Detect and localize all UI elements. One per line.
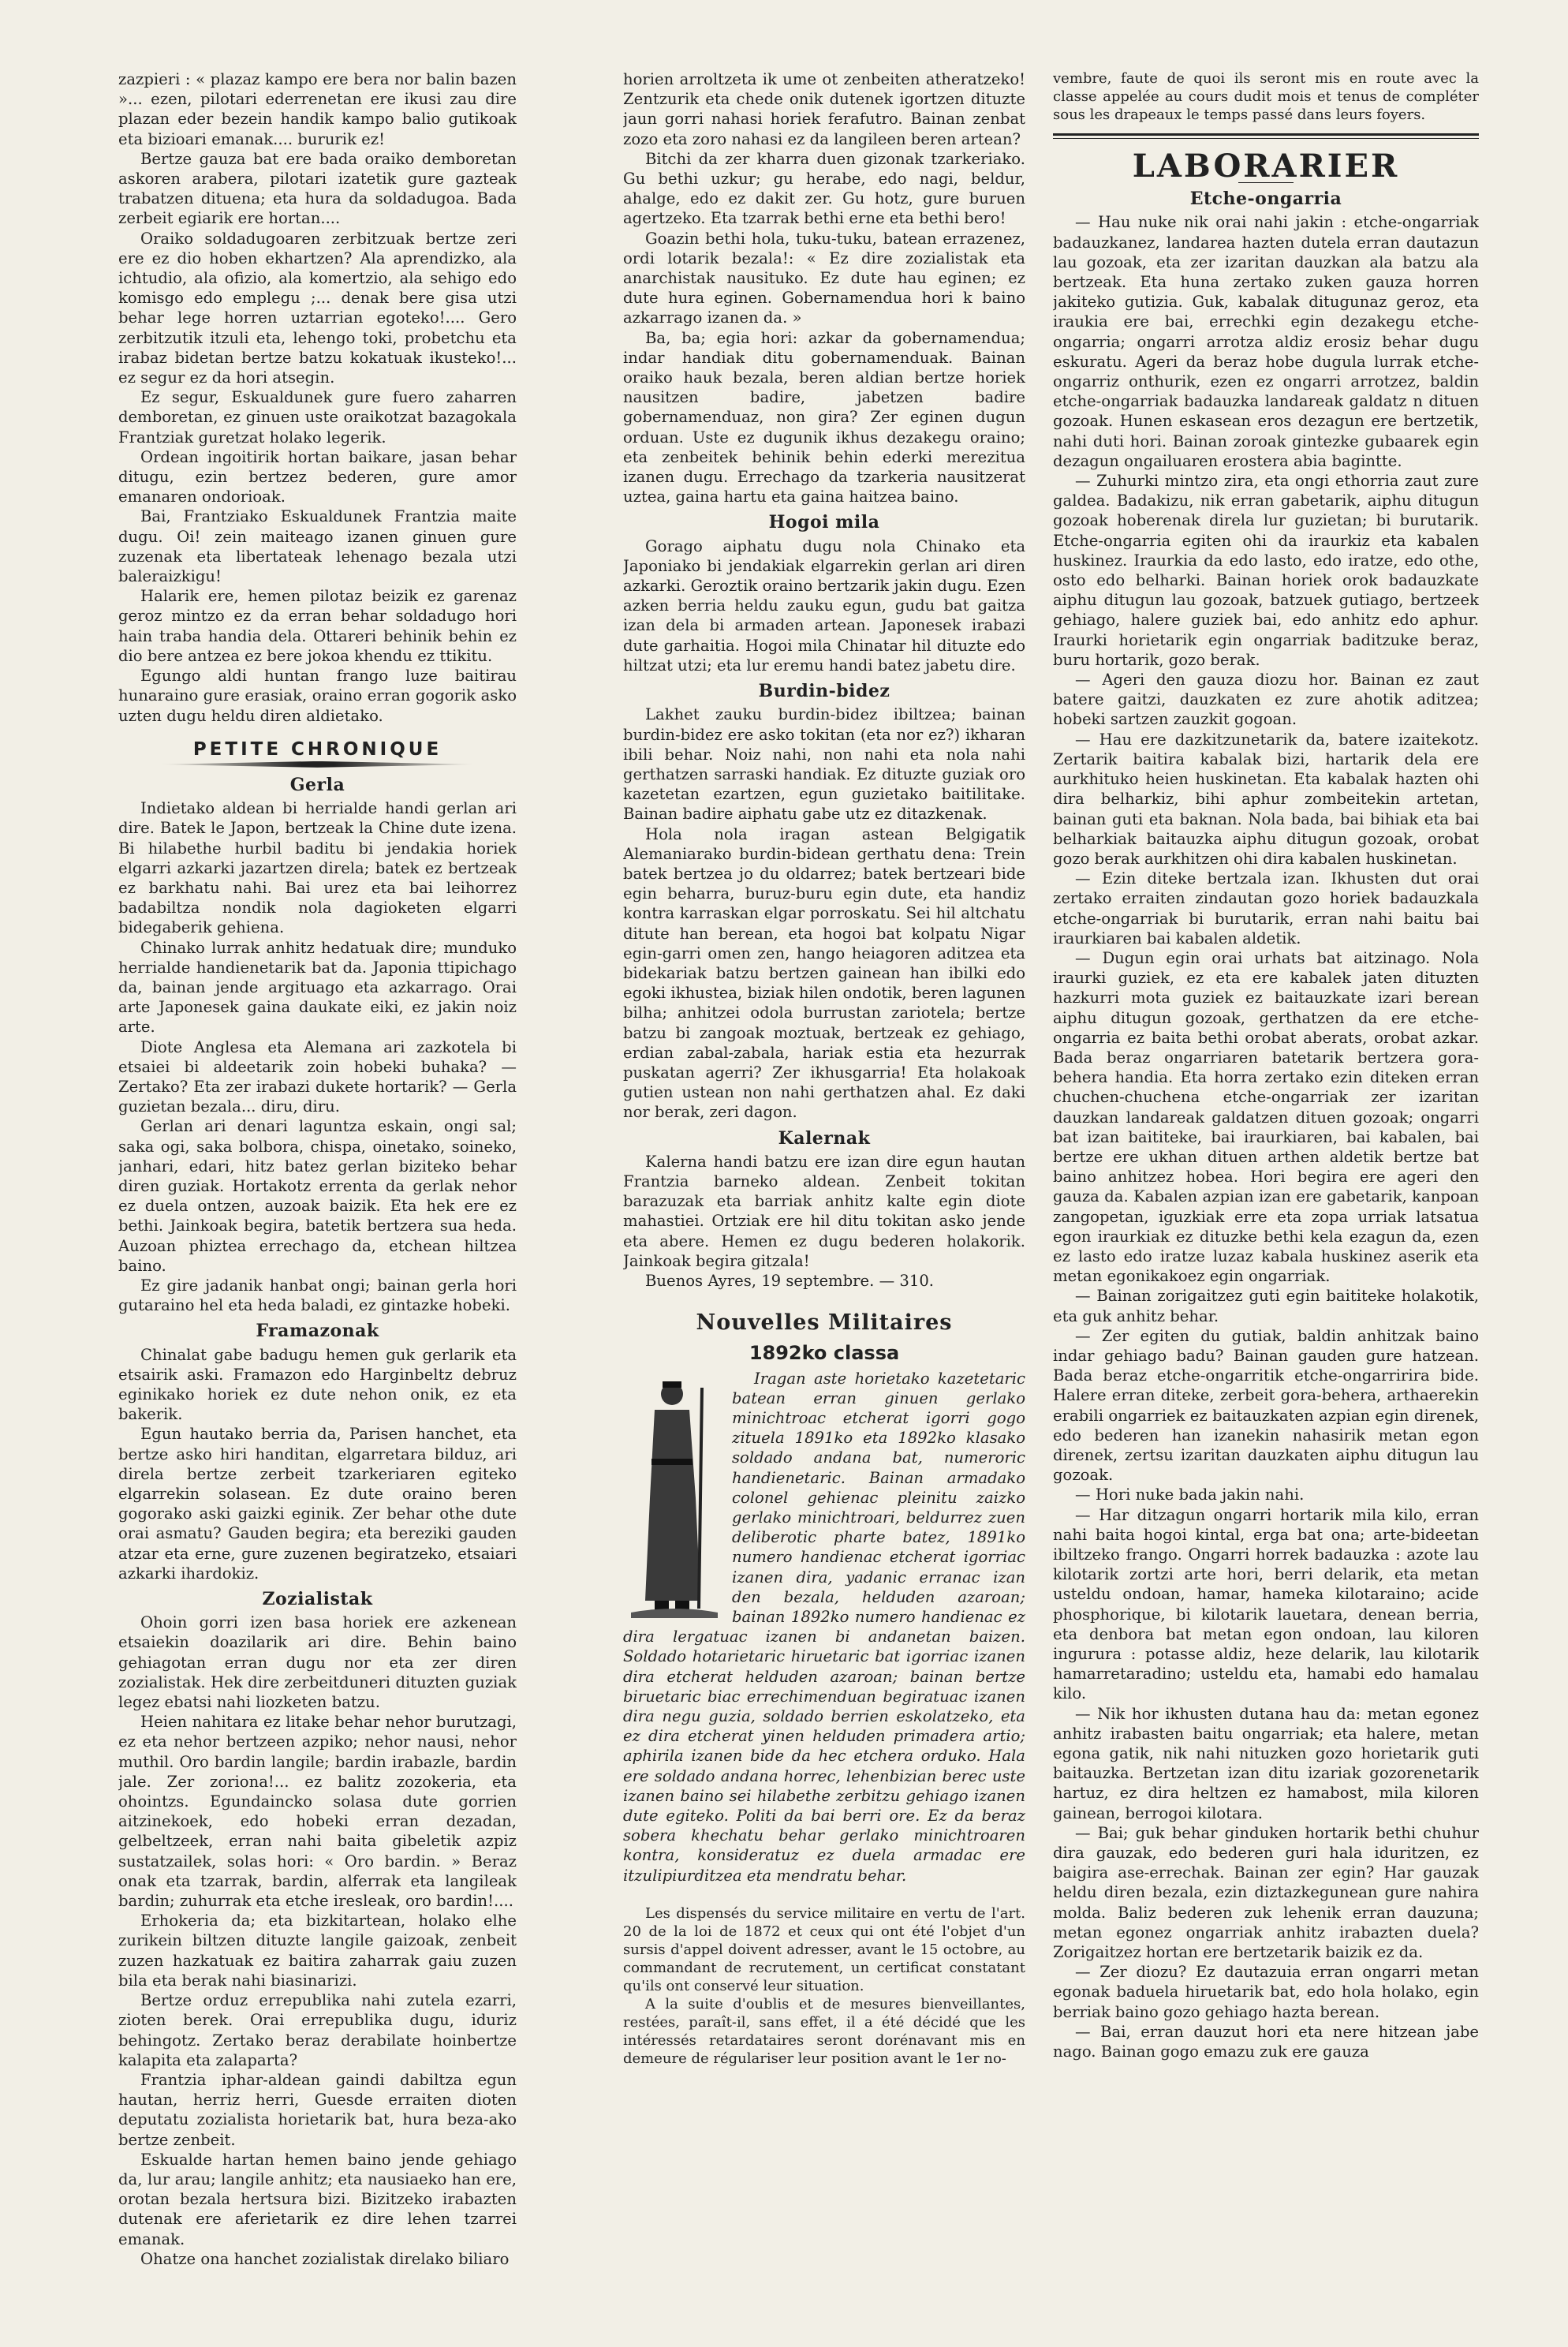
paragraph: — Zuhurki mintzo zira, eta ongi ethorria zaut zure galdea. Badakizu, nik erran gabetarik, aiphu ditugun gozoak hoberenak direla lur guzietan; bi burutarik. Etche-ongarria egiten ohi da iraurkiz eta kabalen huskinez. Iraurkia da edo lasto, edo iratze, edo othe, osto edo belharki. Bainan horiek orok badauzkate aiphu ditugun lau gozoak, batzuek gutiago, bertzeek gehiago, halere guziek bai, edo anhitz edo aphur. Iraurki horietarik egin ongarriak baditzuke beraz, buru hortarik, gozo berak.	[1053, 472, 1479, 669]
section-title-hogoi-mila: Hogoi mila	[768, 512, 880, 533]
paragraph: — Hau ere dazkitzunetarik da, batere izaitekotz. Zertarik baitira kabalak bizi, hartarik dela ere aurkhituko heien huskinetan. Eta kabalak hazten ohi dira belharkiz, bihi aphur zombeitekin artetan, bainan guti eta baknan. Nola bada, bai bihiak eta bai belharkiak baitauzka aiphu ditugun gozoak, orobat gozo berak aurkhitzen ohi dira kabalen huskinetan.	[1053, 730, 1479, 868]
paragraph: Halarik ere, hemen pilotaz beizik ez garenaz geroz mintzo ez da erran behar soldadugo hori hain traba handia dela. Ottareri behinik behin ez dio bere antzea ez bere jokoa khendu ez ttikitu.	[118, 587, 517, 665]
paragraph: Bertze orduz errepublika nahi zutela ezarri, zioten berek. Orai errepublika dugu, iduriz behingotz. Zertako beraz derabilate hoinbertze kalapita eta zalaparta?	[118, 1991, 517, 2069]
paragraph: Ohoin gorri izen basa horiek ere azkenean etsaiekin doazilarik ari dire. Behin baino gehiagotan erran dugu nor eta zer diren zozialistak. Hek dire zerbeitduneri dituzten guziak legez ebatsi nahi liozketen batzu.	[118, 1613, 517, 1712]
paragraph: Gorago aiphatu dugu nola Chinako eta Japoniako bi jendakiak elgarrekin gerlan ari diren azkarki. Geroztik oraino bertzarik jakin dugu. Ezen azken berria heldu zauku egun, gudu bat gaitza izan dela bi armaden artean. Japonesek irabazi dute garhaitia. Hogoi mila Chinatar hil dituzte edo hiltzat utzi; eta lur eremu handi batez jabetu dire.	[623, 536, 1025, 675]
column-2	[623, 69, 1025, 2310]
soldier-icon	[623, 1372, 726, 1624]
paragraph: Heien nahitara ez litake behar nehor burutzagi, ez eta nehor bertzeen azpiko; nehor nausi, nehor muthil. Oro bardin langile; bardin irabazle, bardin jale. Zer zoriona!... ez balitz zozokeria, eta ohointzs. Egundaincko solasa dute gorrien aitzinekoek, edo hobeki erran dezadan, gelbeltzeek, erran nahi baita gibeletik azpiz sustatzailek, solas hori: « Oro bardin. » Beraz onak eta tzarrak, bardin, alferrak eta langileak bardin; zuhurrak eta etche iresleak, oro bardin!....	[118, 1713, 517, 1911]
paragraph: — Bai, erran dauzut hori eta nere hitzean jabe nago. Bainan gogo emazu zuk ere gauza	[1053, 2022, 1479, 2061]
paragraph: Bai, Frantziako Eskualdunek Frantzia maite dugu. Oi! zein maiteago izanen ginuen gure zuzenak eta libertateak lehenago bezala utzi baleraizkigu!	[118, 507, 517, 586]
paragraph: — Nik hor ikhusten dutana hau da: metan egonez anhitz irabasten baitu ongarriak; eta halere, metan egona gatik, nik nahi nituzken gozo horietarik guti baitauzka. Bertzetan izan ditu izariak gozorenetarik hartuz, ez dira heltzen ez hamabost, mila kiloren gainean, berrogoi kilotara.	[1053, 1704, 1479, 1822]
paragraph: Iragan aste horietako kazetetaric batean erran ginuen gerlako minichtroac etcherat igorri gogo zituela 1891ko eta 1892ko klasako soldado andana bat, numeroric handienetaric. Bainan armadako colonel gehienac pleinitu zaizko gerlako minichtroari, beldurrez zuen deliberotic pharte batez, 1891ko numero handienac etcherat igorriac izanen dira, yadanic erranac izan den bezala, helduden azaroan; bainan 1892ko numero handienac ez dira lergatuac izanen bi andanetan baizen. Soldado hotarietaric hiruetaric bat igorriac izanen dira etcherat helduden azaroan; bainan bertze biruetaric biac errechimenduan begiratuac izanen dira negu guzia, soldado berrien eskolatzeko, eta ez dira etcherat yinen helduden primadera artio; aphirila izanen bide da hec etchera orduko. Hala ere soldado andana horrec, lehenbizian berec uste izanen baino sei hilabethe zerbitzu gehiago izanen dute egiteko. Politi da bai berri ore. Ez da beraz sobera khechatu behar gerlako minichtroaren kontra, konsideratuz ez duela armadac ere itzulipiurditzea eta mendratu behar.	[623, 1369, 1025, 1885]
paragraph: Chinalat gabe badugu hemen guk gerlarik eta etsairik aski. Framazon edo Harginbeltz debruz eginikako horiek ez dute nehon onik, ez eta bakerik.	[118, 1345, 517, 1424]
paragraph: — Zer diozu? Ez dautazuia erran ongarri metan egonak baduela hiruetarik bat, edo hola holako, egin berriak baino gozo gehiago hazta berean.	[1053, 1963, 1479, 2021]
paragraph: Eskualde hartan hemen baino jende gehiago da, lur arau; langile anhitz; eta nausiaeko han ere, orotan bezala hertsura bizi. Bizitzeko irabazten dutenak ere aferietarik ez dire lehen tzarrei emanak.	[118, 2150, 517, 2248]
paragraph: Erhokeria da; eta bizkitartean, holako elhe zurikein biltzen dituzte langile gaizoak, zenbeit zuzen hazkatuak ez baitira zaharrak gaiu zuzen bila eta berak nahi biasinarizi.	[118, 1912, 517, 1990]
paragraph: Ohatze ona hanchet zozialistak direlako biliaro	[140, 2249, 510, 2268]
paragraph: Ez gire jadanik hanbat ongi; bainan gerla hori gutaraino hel eta heda baladi, ez gintazke hobeki.	[118, 1276, 517, 1315]
paragraph: Bertze gauza bat ere bada oraiko demboretan askoren arabera, pilotari izatetik gure gazteak trabatzen dituena; eta hura da soldadugoa. Bada zerbeit egiarik ere hortan....	[118, 149, 517, 228]
paragraph: vembre, faute de quoi ils seront mis en route avec la classe appelée au cours dudit mois et tenus de compléter sous les drapeaux le temps passé dans leurs foyers.	[1053, 70, 1479, 123]
paragraph: Ba, ba; egia hori: azkar da gobernamendua; indar handiak ditu gobernamenduak. Bainan oraiko hauk bezala, beren aldian bertze horiek nausitzen badire, jabetzen badire gobernamenduaz, non gira? Zer eginen dugun orduan. Uste ez dugunik ikhus dezakegu oraino; eta zenbeitek behinik behin ederki merezitua izanen dugu. Errechago da tzarkeria nausitzerat uztea, gaina hartu eta gaina haitzea baino.	[623, 328, 1025, 506]
paragraph: Ordean ingoitirik hortan baikare, jasan behar ditugu, ezin bertzez bederen, gure amor emanaren ondorioak.	[118, 447, 517, 506]
paragraph: Egungo aldi huntan frango luze baitirau hunaraino gure erasiak, oraino erran gogorik asko uzten dugu heldu diren aldietako.	[118, 667, 517, 725]
paragraph: Hola nola iragan astean Belgigatik Alemaniarako burdin-bidean gerthatu dena: Trein batek bertzea jo du oldarrez; batek bertzeari bide egin beharra, buruz-buru egin dute, eta handiz kontra karraskan elgar porroskatu. Sei hil altchatu ditute han berean, eta hogoi bat kolpatu Nigar egin-garri omen zen, hango heiagoren aditzea eta bidekariak batzu bertzen gainean han ibilki edo egoki ikhustea, biziak hilen ondotik, beren lagunen bilha; anhitzei odola burrustan zariotela; bertze batzu bi zangoak moztuak, bertzeak ez gehiago, erdian zabal-zabala, hariak estia eta hezurrak puskatan agerri? Zer ikhusgarria! Eta holakoak gutien ustean non nahi gerthatzen ahal. Ez daki nor berak, zeri dagon.	[623, 824, 1025, 1122]
paragraph: Lakhet zauku burdin-bidez ibiltzea; bainan burdin-bidez ere asko tokitan (eta nor ez?) ikharan ibili behar. Noiz nahi, non nahi eta nola nahi gerthatzen sarraski handiak. Ez dituzte guziak oro kazetetan ezartzen, egun guzietako baitilitake. Bainan badire aiphatu gabe utz ez ditazkenak.	[623, 705, 1025, 824]
section-title-zozialistak: Zozialistak	[262, 1589, 373, 1610]
paragraph: Goazin bethi hola, tuku-tuku, batean errazenez, ordi lotarik bezala!: « Ez dire zozialistak eta anarchistak nausituko. Ez dute hau eginen; ez dute hura eginen. Gobernamendua hori k baino azkarrago izanen da. »	[623, 229, 1025, 327]
classa-article	[623, 1369, 1025, 1885]
section-title-kalernak: Kalernak	[778, 1127, 871, 1149]
column-1	[118, 69, 517, 2310]
petite-chronique-banner: PETITE CHRONIQUE	[192, 738, 442, 760]
section-title-burdin-bidez: Burdin-bidez	[758, 681, 890, 702]
column-3	[1053, 69, 1479, 2310]
french-notice-continued	[1053, 69, 1479, 124]
paragraph: Indietako aldean bi herrialde handi gerlan ari dire. Batek le Japon, bertzeak la Chine dute izena. Bi hilabethe hurbil baditu bi jendakia horiek elgarri azkarki jazartzen direla; batek ez bertzeak ez barkhatu nahi. Bai urez eta bai leihorrez badabiltza nondik nola dagioketen elgarri bidegaberik gehiena.	[118, 799, 517, 937]
paragraph: Egun hautako berria da, Parisen hanchet, eta bertze asko hiri handitan, elgarretara bilduz, ari direla bertze zerbeit tzarkeriaren egiteko elgarrekin solasean. Ez dute oraino beren gogorako aski gaizki eginik. Zer behar othe dute orai asmatu? Gauden begira; eta bereziki gauden atzar eta erne, gure zuzenen begiratzeko, etsaiari azkarki ihardokiz.	[118, 1425, 517, 1583]
section-title-framazonak: Framazonak	[256, 1321, 379, 1342]
paragraph: — Ageri den gauza diozu hor. Bainan ez zaut batere gaitzi, dauzkaten ez zure ahotik aditzea; hobeki sartzen zauzkit gogoan.	[1053, 671, 1479, 729]
laborarier-title: LABORARIER	[1132, 148, 1400, 185]
paragraph: — Zer egiten du gutiak, baldin anhitzak baino indar gehiago badu? Bainan gauden gure hatzean. Bada beraz etche-ongarritik etche-ongarririra bide. Halere erran diteke, zerbeit gora-behera, arthaerekin erabili ongarriek ez baitauzkaten azpian egin direnek, edo bederen han izanekin nahasirik metan egon direnek, zertsu izaritan dauzkaten aiphu ditugun lau gozoak.	[1053, 1326, 1479, 1485]
paragraph: Frantzia iphar-aldean gaindi dabiltza egun hautan, herriz herri, Guesde erraiten dioten deputatu zozialista horietarik bat, hura beza-ako bertze zenbeit.	[118, 2070, 517, 2149]
paragraph: — Ezin diteke bertzala izan. Ikhusten dut orai zertako erraiten zindautan gozo horiek badauzkala etche-ongarriak bi burutarik, erran nahi baitu bai iraurkiaren bai kabalen aldetik.	[1053, 869, 1479, 947]
dateline: Buenos Ayres, 19 septembre. — 310.	[645, 1271, 935, 1290]
french-notice	[623, 1904, 1025, 2068]
paragraph: Chinako lurrak anhitz hedatuak dire; munduko herrialde handienetarik bat da. Japonia ttipichago da, bainan jende argituago eta azkarrago. Orai arte Japonesek gaina daukate eiki, ez jakin noiz arte.	[118, 938, 517, 1037]
paragraph: Ez segur, Eskualdunek gure fuero zaharren demboretan, ez ginuen uste oraikotzat bazagokala Frantziak guretzat holako legerik.	[118, 388, 517, 447]
section-title-etche-ongarria: Etche-ongarria	[1189, 189, 1342, 210]
paragraph: Oraiko soldadugoaren zerbitzuak bertze zeri ere ez dio hoben ekhartzen? Ala aprendizko, ala ichtudio, ala ofizio, ala komertzio, ala sehigo edo komisgo edo emplegu ;... denak bere gisa utzi behar lege horren uztarrian egoteko!.... Gero zerbitzutik itzuli eta, lehengo toki, probetchu eta irabaz bidetan bertze batzu kokatuak ikusteko!... ez segur ez da hori atsegin.	[118, 229, 517, 387]
paragraph: — Har ditzagun ongarri hortarik mila kilo, erran nahi baita hogoi kintal, erga bat ona; arte-bideetan ibiltzeko frango. Ongarri horrek badauzka : azote lau kilotarik zortzi arte hori, berri delarik, eta metan usteldu ondoan, hamar, hameka kilotaraino; acide phosphorique, bi kilotarik lauetara, denean berria, eta denbora bat metan egon ondoan, lau kiloren ingurura : potasse aldiz, heze delarik, lau kilotarik hamarretaradino; usteldu eta, hamabi edo hamalau kilo.	[1053, 1505, 1479, 1703]
paragraph: Les dispensés du service militaire en vertu de l'art. 20 de la loi de 1872 et ceux qui ont été l'objet d'un sursis d'appel doivent adresser, avant le 15 octobre, au commandant de recrutement, un certificat constatant qu'ils ont conservé leur situation.	[623, 1904, 1025, 1994]
paragraph: zazpieri : « plazaz kampo ere bera nor balin bazen »... ezen, pilotari ederrenetan ere ikusi zau dire plazan eder bezein handik kampo balio gutikoak eta bizioari emanak.... bururik ez!	[118, 70, 517, 148]
paragraph: — Hori nuke bada jakin nahi.	[1075, 1486, 1305, 1504]
paragraph: — Bai; guk behar ginduken hortarik bethi chuhur dira gauzak, edo bederen guri hala iduritzen, ez baigira ase-errechak. Bainan zer egin? Har gauzak heldu diren bezala, ezin diztazkegunean gure nahira molda. Baliz bederen zuk lehenik erran dauzuna; metan egonez ongarriak anhitz irabazten duela? Zorigaitzez hortan ere bertzetarik baizik ez da.	[1053, 1823, 1479, 1962]
paragraph: Kalerna handi batzu ere izan dire egun hautan Frantzia barneko aldean. Zenbeit tokitan barazuzak eta barriak anhitz kalte egin diote mahastiei. Ortziak ere hil ditu tokitan asko jende eta abere. Hemen ez dugu bederen holakorik. Jainkoak begira gitzala!	[623, 1152, 1025, 1270]
paragraph: — Hau nuke nik orai nahi jakin : etche-ongarriak badauzkanez, landarea hazten dutela erran dautazun lau gozoak, eta zer izaritan dauzkan ala batzu ala bertzeak. Eta huna zertako zuken gauza horren jakiteko gutizia. Guk, kabalak ditugunaz geroz, eta iraukia ere bai, errechki egin dezakegu etche-ongarria; ongarri arrotza aldiz erosiz behar dugu eskuratu. Ageri da beraz hobe dugula lurrak etche-ongarriz onthurik, ezen ez ongarri arrotzez, baldin etche-ongarriak badauzka landareak galdatz n dituen gozoak. Hunen eskasean eros dezagun ere bertzetik, nahi duti hori. Bainan zoroak gintezke gubaarek egin dezagun ongailuaren erostera abia bagintte.	[1053, 213, 1479, 470]
ornament-divider	[159, 761, 477, 768]
paragraph: Gerlan ari denari laguntza eskain, ongi sal; saka ogi, saka bolbora, chispa, oinetako, soineko, janhari, edari, hitz batez gerlan biziteko behar diren guziak. Hortakotz errenta da gerlak nehor ez duela ontzen, auzoak baizik. Eta hek ere ez bethi. Jainkoak begira, batetik bertzera sua heda. Auzoan phiztea errechago da, etchean hiltzea baino.	[118, 1117, 517, 1275]
paragraph: horien arroltzeta ik ume ot zenbeiten atheratzeko! Zentzurik eta chede onik dutenek igortzen dituzte jaun gorri nahasi horiek ferafutro. Bainan zenbat zozo eta zoro nahasi ez da langileen beren artean?	[623, 70, 1025, 148]
paragraph: Bitchi da zer kharra duen gizonak tzarkeriako. Gu bethi uzkur; gu herabe, edo nagi, beldur, ahalge, edo ez dakit zer. Gu hotz, gure buruen agertzeko. Eta tzarrak bethi erne eta bethi bero!	[623, 149, 1025, 228]
nouvelles-militaires-title: Nouvelles Militaires	[696, 1310, 953, 1336]
paragraph: — Dugun egin orai urhats bat aitzinago. Nola iraurki guziek, ez eta ere kabalek jaten dituzten hazkurri mota guziek ez baitauzkate izari berean aiphu ditugun gozoak, gerthatzen da ere etche-ongarria ez baita bethi orobat aberats, orobat azkar. Bada beraz ongarriaren batetarik bertzera gora-behera handia. Eta horra zertako ezin diteken erran chuchen-chuchena etche-ongarriak zer izaritan dauzkan landareak galdatzen dituen gozoak; ongarri bat izan baititeke, bai iraurkiaren, bai kabalen, bai bertze ere ukhan dituen arthen aldetik bertze bat baino anhitzez hobea. Hori begira ere ageri den gauza da. Kabalen azpian izan ere gabetarik, kanpoan zangopetan, iguzkiak erre eta zopa urriak latsatua egon iraurkiak ez dituzke bethi kela ezagun da, ezen ez lasto edo iratze luzaz kabala huskinez aserik eta metan egonikakoez egin ongarriak.	[1053, 948, 1479, 1286]
soldier-illustration	[623, 1372, 726, 1624]
paragraph: Diote Anglesa eta Alemana ari zazkotela bi etsaiei bi aldeetarik zoin hobeki buhaka? — Zertako? Eta zer irabazi dukete hortarik? — Gerla guzietan bezala... diru, diru.	[118, 1037, 517, 1116]
paragraph: A la suite d'oublis et de mesures bienveillantes, restées, paraît-il, sans effet, il a été décidé que les intéressés retardataires seront dorénavant mis en demeure de régulariser leur position avant le 1er no-	[623, 1995, 1025, 2067]
paragraph: — Bainan zorigaitzez guti egin baititeke holakotik, eta guk anhitz behar.	[1053, 1287, 1479, 1325]
classa-heading: 1892ko classa	[749, 1342, 900, 1365]
section-title-gerla: Gerla	[289, 774, 345, 795]
double-rule-divider	[1053, 133, 1479, 139]
